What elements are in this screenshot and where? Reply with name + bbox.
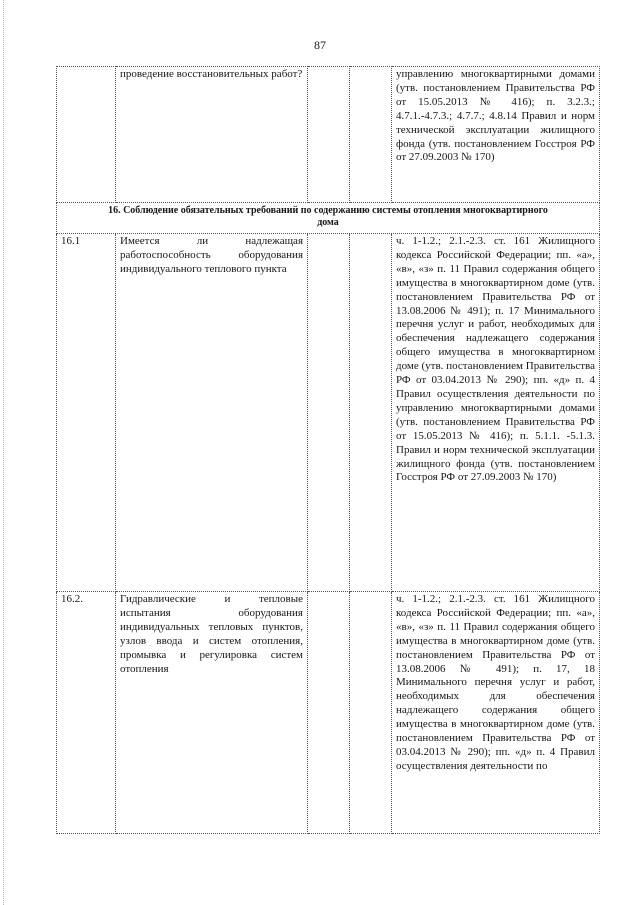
empty-cell xyxy=(308,234,350,592)
item-number: 16.1 xyxy=(57,234,116,592)
table-row xyxy=(57,592,600,834)
table-row xyxy=(57,234,600,592)
item-number xyxy=(57,67,116,203)
legal-reference: ч. 1-1.2.; 2.1.-2.3. ст. 161 Жилищного кодекса Российской Федерации; пп. «а», «в», «з» п. 11 Правил содержания общего имущества в многоквартирном доме (утв. постановлением Правительства РФ от 13.08.2006 № 491); п. 17, 18 Минимального перечня услуг и работ, необходимых для обеспечения надлежащего содержания общего имущества в многоквартирном доме (утв. постановлением Правительства РФ от 03.04.2013 № 290); пп. «д» п. 4 Правил осуществления деятельности по xyxy=(392,592,600,834)
empty-cell xyxy=(350,234,392,592)
requirement-text: проведение восстановительных работ? xyxy=(116,67,308,203)
empty-cell xyxy=(308,592,350,834)
requirement-text: Имеется ли надлежащая работоспособность оборудования индивидуального теплового пункта xyxy=(116,234,308,592)
scan-edge-line xyxy=(3,0,4,905)
item-number: 16.2. xyxy=(57,592,116,834)
legal-reference: управлению многоквартирными домами (утв. постановлением Правительства РФ от 15.05.2013 № 416); п. 3.2.3.; 4.7.1.-4.7.3.; 4.7.7.; 4.8.14 Правил и норм технической эксплуатации жилищного фонда (утв. постановлением Госстроя РФ от 27.09.2003 № 170) xyxy=(392,67,600,203)
section-heading-row xyxy=(57,203,600,234)
empty-cell xyxy=(350,592,392,834)
table-row xyxy=(57,67,600,203)
requirements-table xyxy=(56,66,600,834)
page-number: 87 xyxy=(314,38,326,52)
section-heading: 16. Соблюдение обязательных требований по содержанию системы отопления многоквартирного дома xyxy=(57,203,600,234)
legal-reference: ч. 1-1.2.; 2.1.-2.3. ст. 161 Жилищного кодекса Российской Федерации; пп. «а», «в», «з» п. 11 Правил содержания общего имущества в многоквартирном доме (утв. постановлением Правительства РФ от 13.08.2006 № 491); п. 17 Минимального перечня услуг и работ, необходимых для обеспечения надлежащего содержания общего имущества в многоквартирном доме (утв. постановлением Правительства РФ от 03.04.2013 № 290); пп. «д» п. 4 Правил осуществления деятельности по управлению многоквартирными домами (утв. постановлением Правительства РФ от 15.05.2013 № 416); п. 5.1.1. -5.1.3. Правил и норм технической эксплуатации жилищного фонда (утв. постановлением Госстроя РФ от 27.09.2003 № 170) xyxy=(392,234,600,592)
empty-cell xyxy=(308,67,350,203)
empty-cell xyxy=(350,67,392,203)
requirement-text: Гидравлические и тепловые испытания оборудования индивидуальных тепловых пунктов, узлов ввода и систем отопления, промывка и регулировка систем отопления xyxy=(116,592,308,834)
